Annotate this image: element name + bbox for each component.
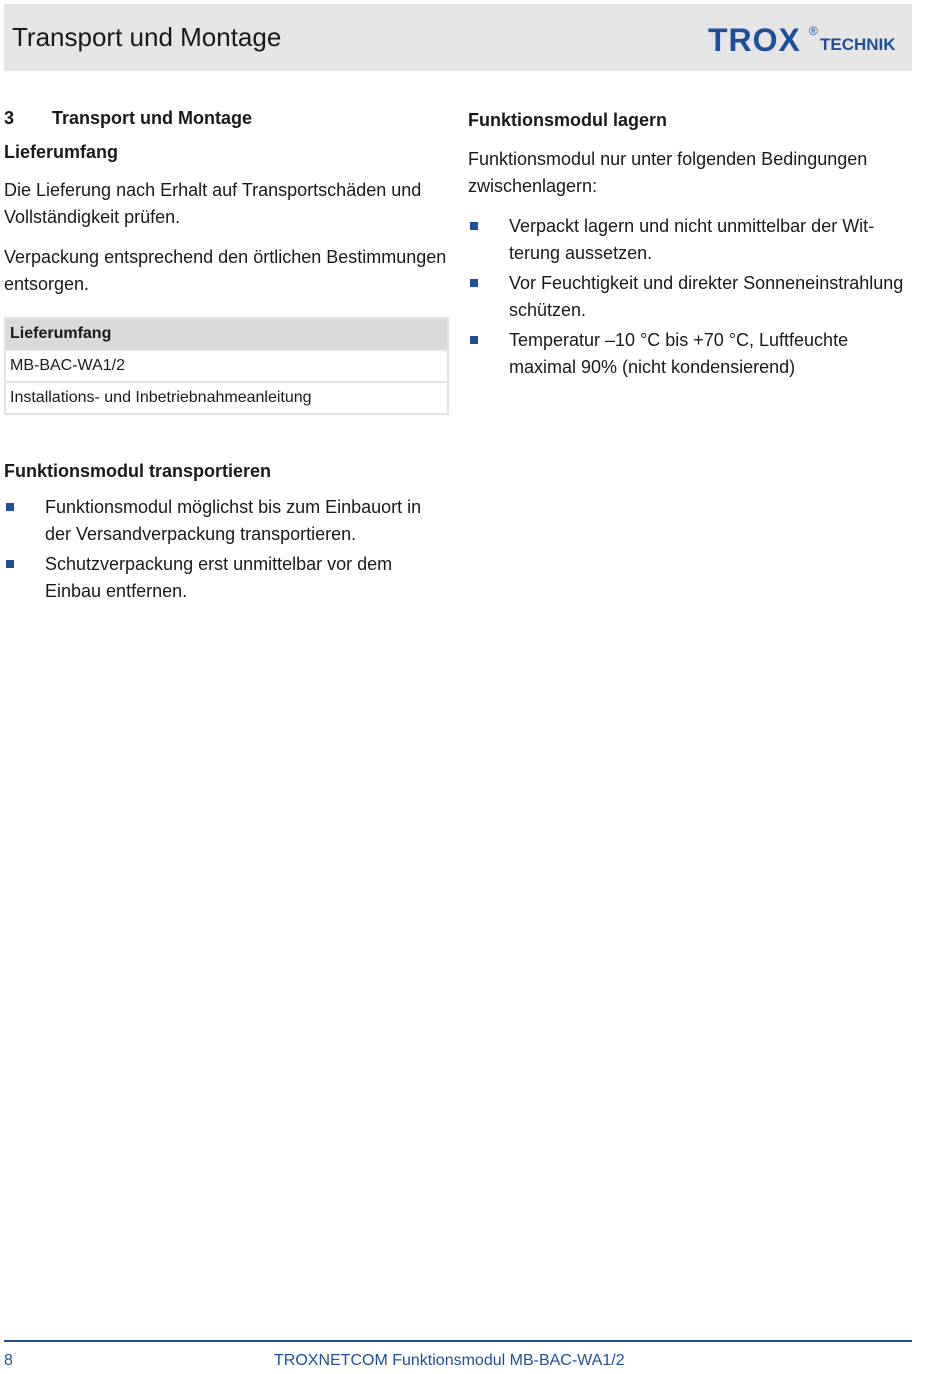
page-number: 8 <box>4 1352 13 1369</box>
transport-section <box>4 461 449 608</box>
trox-technik-logo-icon <box>708 24 898 54</box>
svg-text:TECHNIK: TECHNIK <box>820 35 896 54</box>
list-item: Vor Feuchtigkeit und direkter Sonneneinstrahlung schützen. <box>468 270 908 323</box>
trox-logo <box>708 24 898 54</box>
square-bullet-icon <box>470 279 478 287</box>
document-title: TROXNETCOM Funktionsmodul MB-BAC-WA1/2 <box>274 1352 625 1369</box>
storage-list <box>468 213 908 380</box>
list-item: Schutzverpackung erst unmittelbar vor dem Einbau entfernen. <box>4 551 449 604</box>
page-header <box>4 4 912 71</box>
scope-paragraph-1: Die Lieferung nach Erhalt auf Transportschäden und Vollständigkeit prüfen. <box>4 180 422 227</box>
storage-intro: Funktionsmodul nur unter folgenden Bedingungen zwischenlagern: <box>468 149 868 196</box>
list-item: Funktionsmodul möglichst bis zum Einbauort in der Versandverpackung transportieren. <box>4 494 449 547</box>
section-title: Transport und Montage <box>52 108 252 128</box>
scope-table-row: MB-BAC-WA1/2 <box>5 350 448 382</box>
square-bullet-icon <box>6 503 14 511</box>
scope-table-header: Lieferumfang <box>5 318 448 350</box>
square-bullet-icon <box>470 336 478 344</box>
scope-table-row: Installations- und Inbetriebnahmeanleitung <box>5 382 448 414</box>
scope-paragraph-2: Verpackung entsprechend den örtlichen Bestimmungen entsorgen. <box>4 247 447 294</box>
list-item: Verpackt lagern und nicht unmittelbar der Witterung aussetzen. <box>468 213 908 266</box>
square-bullet-icon <box>6 560 14 568</box>
page-title: Transport und Montage <box>12 22 282 52</box>
section-number: 3 <box>4 108 15 128</box>
transport-list <box>4 494 449 604</box>
section-heading <box>4 108 449 129</box>
left-column <box>4 108 449 415</box>
right-column <box>468 110 908 384</box>
scope-heading: Lieferumfang <box>4 142 119 162</box>
square-bullet-icon <box>470 222 478 230</box>
scope-table <box>4 317 449 415</box>
footer-divider <box>4 1340 912 1342</box>
list-item: Temperatur –10 °C bis +70 °C, Luftfeuchte maximal 90% (nicht kondensierend) <box>468 327 908 380</box>
transport-heading: Funktionsmodul transportieren <box>4 461 272 481</box>
svg-text:TROX: TROX <box>708 24 801 54</box>
storage-heading: Funktionsmodul lagern <box>468 110 668 130</box>
svg-text:®: ® <box>809 24 818 38</box>
